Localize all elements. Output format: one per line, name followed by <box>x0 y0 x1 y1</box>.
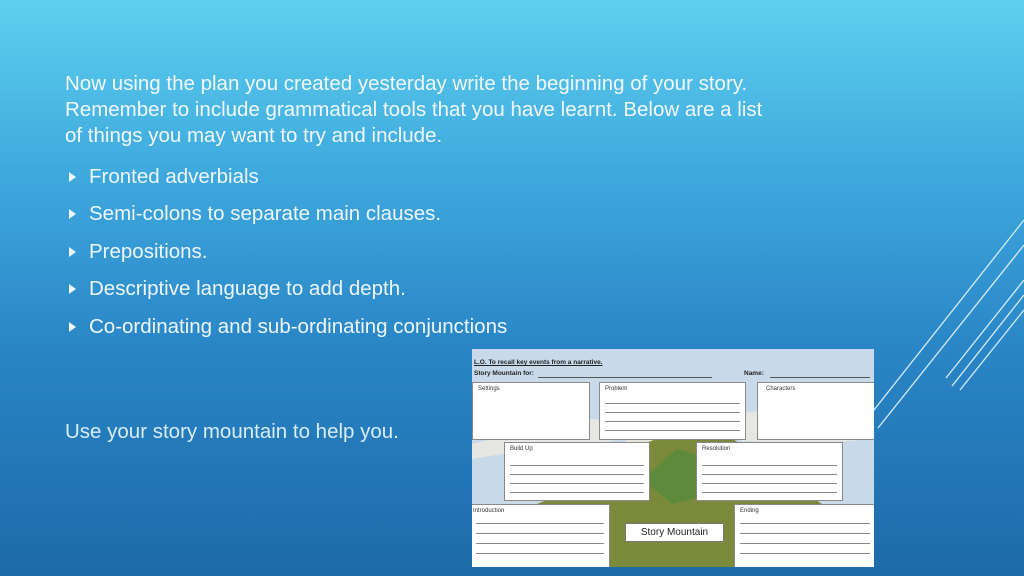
story-for-line <box>538 377 712 378</box>
write-line <box>605 430 740 431</box>
bullet-text: Descriptive language to add depth. <box>89 277 406 301</box>
write-line <box>510 465 644 466</box>
build-up-label: Build Up <box>510 446 533 452</box>
list-item <box>65 271 507 309</box>
write-line <box>510 492 644 493</box>
tools-list <box>65 158 507 346</box>
write-line <box>702 474 837 475</box>
write-line <box>702 483 837 484</box>
bullet-text: Fronted adverbials <box>89 164 259 188</box>
characters-box <box>757 382 874 440</box>
bullet-text: Semi-colons to separate main clauses. <box>89 202 442 226</box>
write-line <box>476 543 604 544</box>
story-mountain-badge: Story Mountain <box>625 523 724 542</box>
write-line <box>510 483 644 484</box>
closing-text: Use your story mountain to help you. <box>65 420 399 443</box>
problem-label: Problem <box>605 386 628 392</box>
list-item <box>65 233 507 271</box>
ending-label: Ending <box>740 508 759 514</box>
decorative-lines <box>860 200 1024 440</box>
write-line <box>476 533 604 534</box>
write-line <box>740 523 870 524</box>
story-mountain-worksheet <box>472 349 874 567</box>
objective-text: L.O. To recall key events from a narrative. <box>474 359 603 366</box>
introduction-box <box>472 504 610 567</box>
introduction-label: Introduction <box>473 508 505 514</box>
bullet-arrow-icon <box>69 172 76 182</box>
story-for-label: Story Mountain for: <box>474 370 534 377</box>
bullet-text: Co-ordinating and sub-ordinating conjunctions <box>89 314 508 338</box>
intro-paragraph: Now using the plan you created yesterday write the beginning of your story. Remember to include grammatical tools that you have learnt. Below are a list of things you may want to try and include. <box>65 72 763 147</box>
name-label: Name: <box>744 370 764 377</box>
bullet-text: Prepositions. <box>89 239 208 263</box>
write-line <box>476 553 604 554</box>
bullet-arrow-icon <box>69 284 76 294</box>
write-line <box>740 533 870 534</box>
resolution-box <box>696 442 843 501</box>
write-line <box>605 403 740 404</box>
resolution-label: Resolution <box>702 446 731 452</box>
problem-box <box>599 382 746 440</box>
ending-box <box>734 504 874 567</box>
write-line <box>740 543 870 544</box>
characters-label: Characters <box>766 386 796 392</box>
write-line <box>702 465 837 466</box>
write-line <box>605 412 740 413</box>
bullet-arrow-icon <box>69 322 76 332</box>
settings-box <box>472 382 590 440</box>
name-line <box>770 377 870 378</box>
list-item <box>65 308 507 346</box>
settings-label: Settings <box>478 386 500 392</box>
bullet-arrow-icon <box>69 209 76 219</box>
bullet-arrow-icon <box>69 247 76 257</box>
build-up-box <box>504 442 650 501</box>
write-line <box>740 553 870 554</box>
list-item <box>65 158 507 196</box>
list-item <box>65 196 507 234</box>
write-line <box>605 421 740 422</box>
write-line <box>510 474 644 475</box>
write-line <box>476 523 604 524</box>
write-line <box>702 492 837 493</box>
